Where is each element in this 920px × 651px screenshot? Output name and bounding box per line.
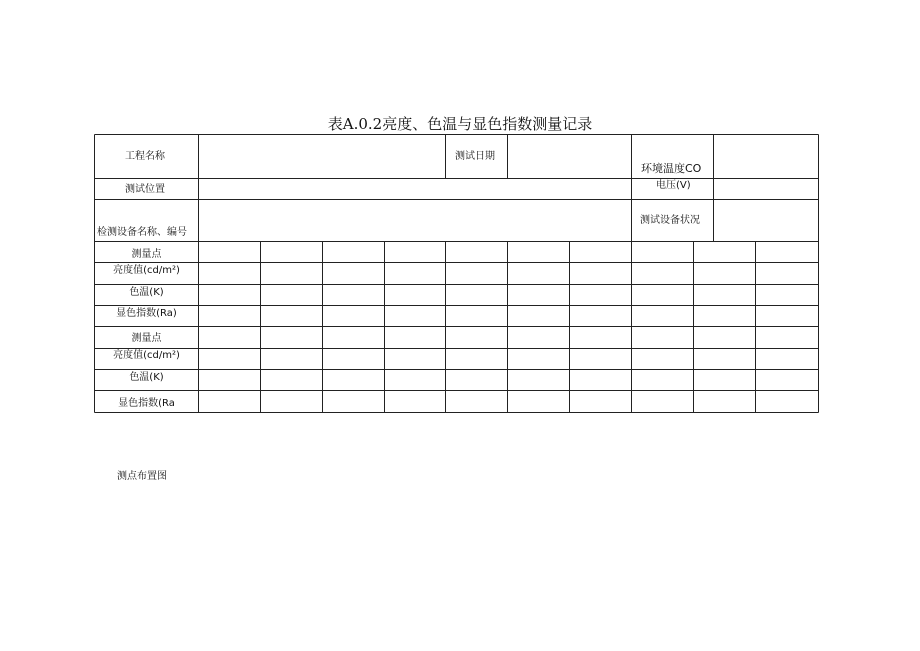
color-temp-label: 色温(K): [129, 372, 164, 383]
luminance-label: 亮度值(cd/m²): [113, 265, 180, 276]
project-name-label: 工程名称: [125, 151, 165, 162]
color-temp-label: 色温(K): [129, 287, 164, 298]
measure-point-label: 测量点: [131, 249, 162, 260]
instrument-status-label: 测试设备状况: [640, 215, 700, 226]
layout-diagram-caption: 测点布置图: [117, 471, 167, 482]
ambient-temp-label: 环境温度CO: [641, 162, 702, 175]
page-title: 表A.0.2亮度、色温与显色指数测量记录: [327, 115, 593, 133]
test-location-label: 测试位置: [125, 184, 165, 195]
instrument-label: 检测设备名称、编号: [97, 227, 187, 238]
voltage-label: 电压(V): [656, 180, 691, 191]
test-date-label: 测试日期: [455, 151, 495, 162]
luminance-label: 亮度值(cd/m²): [113, 350, 180, 361]
measure-point-label: 测量点: [131, 333, 162, 344]
cri-label: 显色指数(Ra: [118, 398, 175, 409]
cri-label: 显色指数(Ra): [116, 308, 177, 319]
